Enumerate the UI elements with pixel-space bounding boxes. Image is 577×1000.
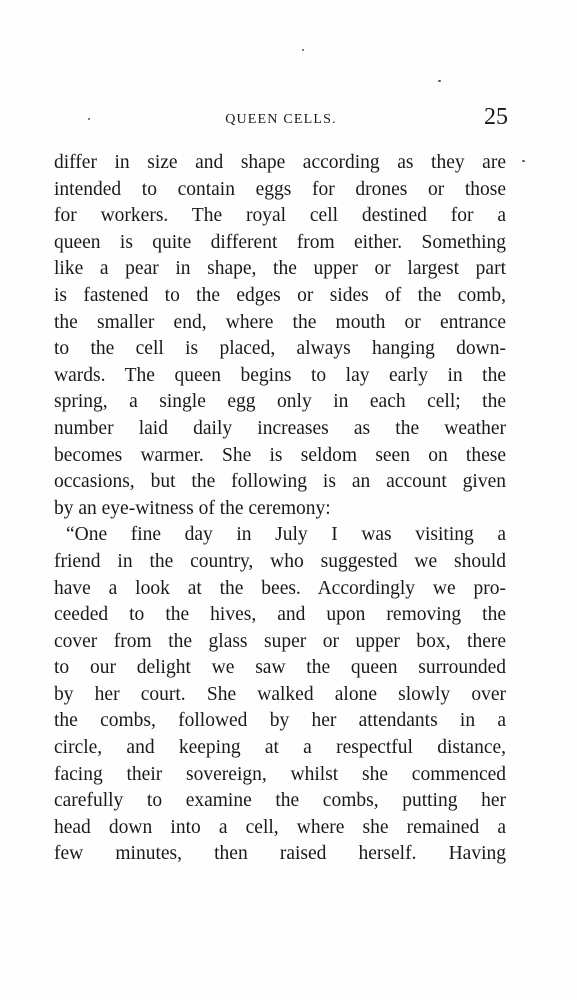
text-line: like a pear in shape, the upper or largest part	[54, 258, 506, 280]
text-line: cover from the glass super or upper box, there	[54, 630, 506, 652]
text-line: by an eye-witness of the ceremony:	[54, 497, 331, 519]
body-text	[54, 150, 506, 868]
page-header	[54, 104, 508, 134]
text-line: have a look at the bees. Accordingly we pro-	[54, 577, 506, 599]
text-line: occasions, but the following is an account given	[54, 471, 506, 493]
text-line: differ in size and shape according as they are	[54, 152, 506, 173]
print-speck	[522, 160, 525, 162]
text-line: becomes warmer. She is seldom seen on these	[54, 444, 506, 466]
text-line: intended to contain eggs for drones or those	[54, 178, 506, 200]
text-line: circle, and keeping at a respectful distance,	[54, 737, 506, 759]
text-line: carefully to examine the combs, putting her	[54, 790, 506, 812]
text-line: queen is quite different from either. Something	[54, 231, 506, 253]
text-line: number laid daily increases as the weather	[54, 417, 506, 439]
text-line: the smaller end, where the mouth or entrance	[54, 311, 506, 333]
text-line: head down into a cell, where she remained a	[54, 816, 506, 838]
text-line: the combs, followed by her attendants in a	[54, 710, 506, 732]
text-line: “One fine day in July I was visiting a	[66, 524, 506, 546]
text-line: for workers. The royal cell destined for a	[54, 205, 506, 227]
text-line: ceeded to the hives, and upon removing the	[54, 604, 506, 626]
text-line: to our delight we saw the queen surrounded	[54, 657, 506, 679]
text-line: facing their sovereign, whilst she commenced	[54, 763, 506, 785]
print-speck	[88, 118, 90, 120]
text-line: by her court. She walked alone slowly over	[54, 683, 506, 705]
text-line: friend in the country, who suggested we should	[54, 550, 506, 572]
text-line: is fastened to the edges or sides of the comb,	[54, 284, 506, 306]
running-head: QUEEN CELLS.	[225, 112, 337, 127]
print-speck	[438, 80, 441, 82]
print-speck	[302, 49, 304, 51]
page-number: 25	[484, 104, 508, 130]
text-line: few minutes, then raised herself. Having	[54, 843, 506, 865]
text-line: spring, a single egg only in each cell; the	[54, 391, 506, 413]
text-line: to the cell is placed, always hanging down-	[54, 338, 506, 360]
text-line: wards. The queen begins to lay early in the	[54, 364, 506, 386]
